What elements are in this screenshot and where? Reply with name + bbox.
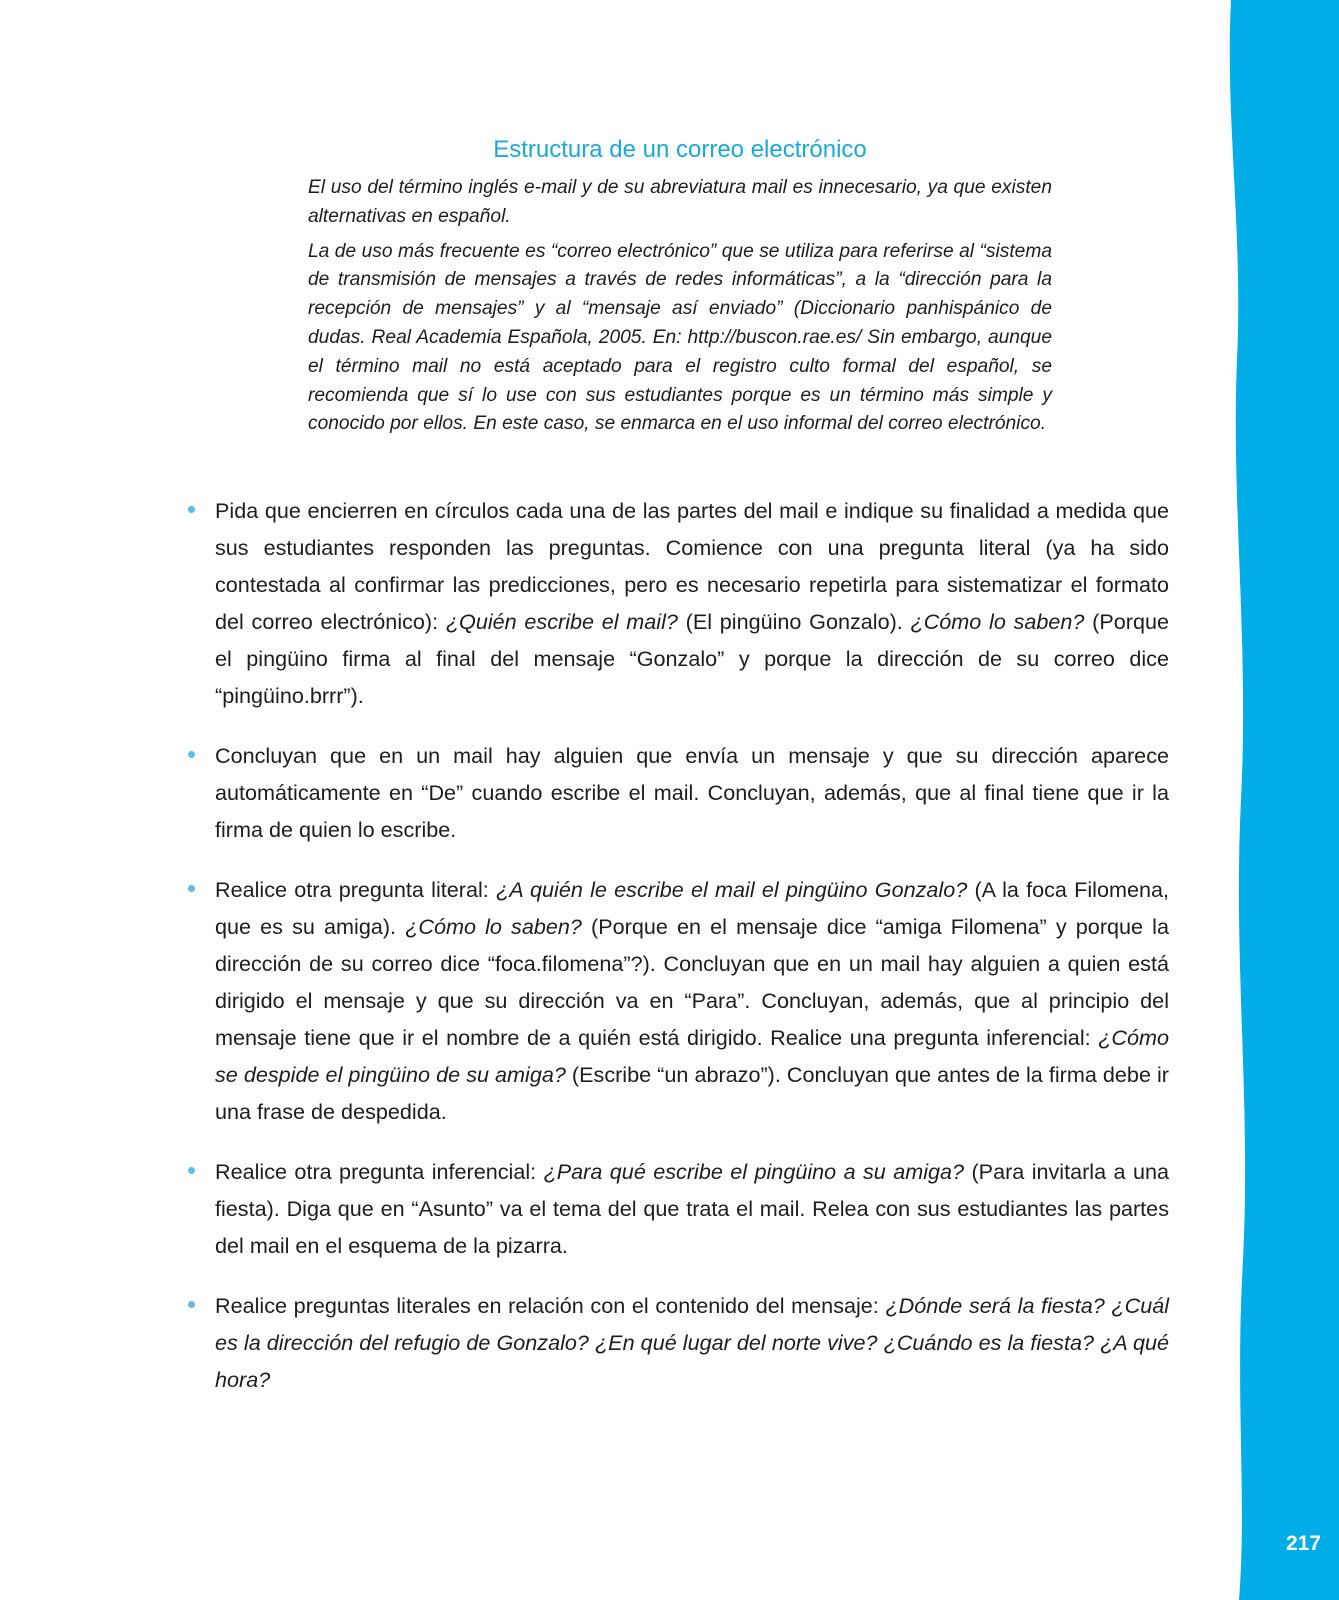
bullet-dot-icon [188,751,195,758]
list-item [187,1153,1169,1264]
list-item [187,737,1169,848]
instruction-text: (Porque en el mensaje dice “amiga Filomena” y porque la dirección de su correo dice “foca.filomena”?). Concluyan que en un mail hay alguien a quien está dirigido el mensaje y que su dirección va en “Para”. Concluyan, además, que al principio del mensaje tiene que ir el nombre de a quién está dirigido. Realice una pregunta inferencial: [215,914,1169,1050]
side-band-shape [1230,0,1339,1600]
instruction-text: (Para invitarla a una fiesta). Diga que en “Asunto” va el tema del que trata el mail. Relea con sus estudiantes las partes del mail en el esquema de la pizarra. [215,1159,1169,1258]
instruction-text: Realice preguntas literales en relación con el contenido del mensaje: [215,1293,886,1318]
question-text: ¿Quién escribe el mail? [445,609,678,634]
question-text: ¿Dónde será la fiesta? ¿Cuál es la dirección del refugio de Gonzalo? ¿En qué lugar del norte vive? ¿Cuándo es la fiesta? ¿A qué hora? [215,1293,1170,1392]
note-paragraph: La de uso más frecuente es “correo electrónico” que se utiliza para referirse al “sistema de transmisión de mensajes a través de redes informáticas”, a la “dirección para la recepción de mensajes” y al “mensaje así enviado” (Diccionario panhispánico de dudas. Real Academia Española, 2005. En: http://buscon.rae.es/ Sin embargo, aunque el término mail no está aceptado para el registro culto formal del español, se recomienda que sí lo use con sus estudiantes porque es un término más simple y conocido por ellos. En este caso, se enmarca en el uso informal del correo electrónico. [308,240,1052,435]
bullet-dot-icon [188,885,195,892]
list-item [187,492,1169,714]
teacher-note [308,174,1052,445]
instruction-text: (Porque el pingüino firma al final del mensaje “Gonzalo” y porque la dirección de su correo dice “pingüino.brrr”). [215,609,1169,708]
question-text: ¿Cómo se despide el pingüino de su amiga? [215,1025,1169,1087]
question-text: ¿Cómo lo saben? [910,609,1085,634]
instruction-text: (El pingüino Gonzalo). [677,609,911,634]
question-text: ¿Para qué escribe el pingüino a su amiga? [543,1159,965,1184]
list-item [187,871,1169,1130]
instruction-list [187,492,1169,1421]
bullet-dot-icon [188,1301,195,1308]
bullet-dot-icon [188,1167,195,1174]
question-text: ¿A quién le escribe el mail el pingüino Gonzalo? [496,877,968,902]
instruction-text: Pida que encierren en círculos cada una de las partes del mail e indique su finalidad a medida que sus estudiantes responden las preguntas. Comience con una pregunta literal (ya ha sido contestada al confirmar las predicciones, pero es necesario repetirla para sistematizar el formato del correo electrónico): [215,498,1169,634]
instruction-text: (Escribe “un abrazo”). Concluyan que antes de la firma debe ir una frase de despedida. [215,1062,1169,1124]
instruction-text: Realice otra pregunta literal: [215,877,497,902]
bullet-dot-icon [188,506,195,513]
side-color-band [1229,0,1339,1600]
list-item [187,1287,1169,1398]
instruction-text: (A la foca Filomena, que es su amiga). [215,877,1169,939]
instruction-text: Realice otra pregunta inferencial: [215,1159,544,1184]
question-text: ¿Cómo lo saben? [405,914,582,939]
instruction-text: Concluyan que en un mail hay alguien que envía un mensaje y que su dirección aparece automáticamente en “De” cuando escribe el mail. Concluyan, además, que al final tiene que ir la firma de quien lo escribe. [215,743,1169,842]
note-title: Estructura de un correo electrónico [493,136,867,163]
note-paragraph: El uso del término inglés e-mail y de su abreviatura mail es innecesario, ya que existen alternativas en español. [308,177,1052,227]
page-number: 217 [1285,1532,1321,1555]
